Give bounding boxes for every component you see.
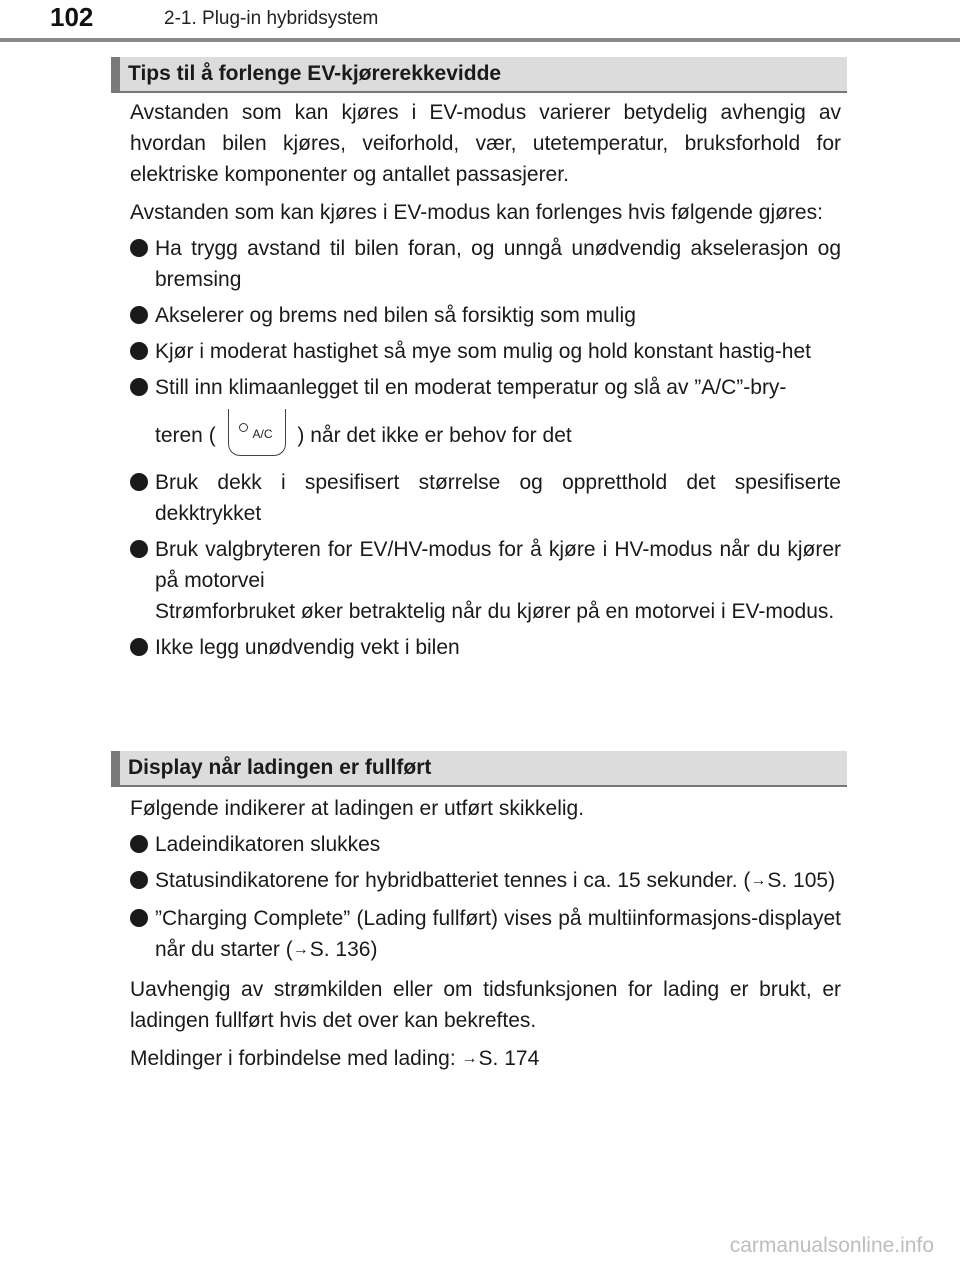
list-item: [130, 336, 841, 367]
arrow-right-icon: →: [750, 872, 767, 889]
list-item: [130, 865, 841, 898]
list-item-text: Kjør i moderat hastighet så mye som mulig og hold konstant hastig-het: [155, 340, 811, 363]
section-heading-ev-range: [111, 57, 847, 93]
bullet-icon: [130, 239, 148, 257]
list-item-text: Bruk dekk i spesifisert størrelse og oppretthold det spesifiserte dekktrykket: [155, 471, 841, 525]
ac-button-label: A/C: [252, 427, 273, 441]
paragraph: Avstanden som kan kjøres i EV-modus kan forlenges hvis følgende gjøres:: [130, 201, 823, 224]
bullet-icon: [130, 871, 148, 889]
section-body-charge-complete: [130, 793, 841, 1076]
list-item: [130, 233, 841, 295]
list-item: [130, 372, 841, 460]
list-item-text: ”Charging Complete” (Lading fullført) vises på multiinformasjons-displayet når du starter (: [155, 907, 841, 961]
watermark: carmanualsonline.info: [729, 1234, 934, 1257]
list-item: [130, 534, 841, 627]
list-item: [130, 829, 841, 860]
header-rule: [0, 38, 960, 42]
bullet-icon: [130, 342, 148, 360]
page-header: [0, 0, 960, 44]
list-item-text: Bruk valgbryteren for EV/HV-modus for å kjøre i HV-modus når du kjører på motorvei: [155, 538, 841, 592]
bullet-icon: [130, 306, 148, 324]
bullet-icon: [130, 473, 148, 491]
bullet-icon: [130, 909, 148, 927]
list-item-text: Statusindikatorene for hybridbatteriet tennes i ca. 15 sekunder. (: [155, 869, 751, 892]
paragraph: [130, 1043, 841, 1076]
list-item: [130, 467, 841, 529]
list-item-text: ) når det ikke er behov for det: [297, 424, 572, 448]
page-reference-link[interactable]: S. 136): [309, 938, 378, 961]
section-heading-charge-complete: [111, 751, 847, 787]
list-item: [130, 632, 841, 663]
bullet-icon: [130, 378, 148, 396]
paragraph-text: Meldinger i forbindelse med lading:: [130, 1047, 462, 1070]
section-body-ev-range: [130, 97, 841, 663]
section-title: Tips til å forlenge EV-kjørerekkevidde: [128, 62, 502, 85]
bullet-icon: [130, 835, 148, 853]
page-number: 102: [50, 2, 94, 32]
arrow-right-icon: →: [461, 1050, 478, 1067]
page-reference-link[interactable]: S. 174: [478, 1047, 540, 1070]
list-item-text: Still inn klimaanlegget til en moderat temperatur og slå av ”A/C”-bry-: [155, 376, 787, 399]
list-item-text: teren (: [155, 424, 216, 448]
section-title: Display når ladingen er fullført: [128, 756, 432, 779]
list-item: [130, 300, 841, 331]
section-marker: [111, 751, 120, 785]
section-marker: [111, 57, 120, 91]
indicator-light-icon: [239, 423, 248, 432]
list-item: [130, 903, 841, 967]
chapter-title: 2-1. Plug-in hybridsystem: [164, 8, 379, 29]
arrow-right-icon: →: [292, 941, 309, 958]
paragraph: Uavhengig av strømkilden eller om tidsfunksjonen for lading er brukt, er ladingen fullført hvis det over kan bekreftes.: [130, 978, 841, 1032]
list-item-text: Ha trygg avstand til bilen foran, og unngå unødvendig akselerasjon og bremsing: [155, 237, 841, 291]
list-item-text: Ikke legg unødvendig vekt i bilen: [155, 636, 460, 659]
list-item-text: Ladeindikatoren slukkes: [155, 833, 381, 856]
paragraph: Avstanden som kan kjøres i EV-modus varierer betydelig avhengig av hvordan bilen kjøres, veiforhold, vær, utetemperatur, bruksforhold for elektriske komponenter og antallet passasjerer.: [130, 101, 841, 186]
bullet-icon: [130, 540, 148, 558]
list-item-note: Strømforbruket øker betraktelig når du kjører på en motorvei i EV-modus.: [155, 600, 835, 623]
page-reference-link[interactable]: S. 105): [767, 869, 836, 892]
paragraph: Følgende indikerer at ladingen er utført skikkelig.: [130, 797, 585, 820]
bullet-icon: [130, 638, 148, 656]
ac-button-icon: [228, 409, 286, 456]
list-item-text: Akselerer og brems ned bilen så forsiktig som mulig: [155, 304, 636, 327]
